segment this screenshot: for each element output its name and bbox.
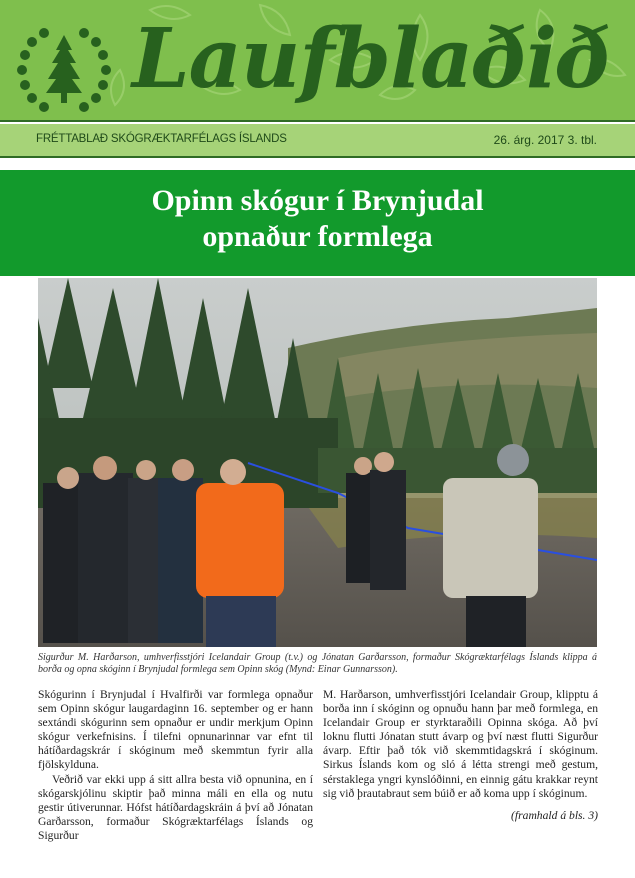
article-column-2 bbox=[323, 688, 598, 823]
forest-ceremony-photo bbox=[38, 278, 597, 647]
headline-line-1: Opinn skógur í Brynjudal bbox=[151, 184, 484, 217]
article-column-1 bbox=[38, 688, 313, 843]
headline-line-2: opnaður formlega bbox=[202, 220, 433, 253]
photo-caption: Sigurður M. Harðarson, umhverfisstjóri Icelandair Group (t.v.) og Jónatan Garðarsson, formaður Skógræktarfélags Íslands klippa á borða og opna skóginn í Brynjudal formlega sem Opinn skóg (Mynd: Einar Gunnarsson). bbox=[38, 652, 597, 675]
article-paragraph-1: Skógurinn í Brynjudal í Hvalfirði var formlega opnaður sem Opinn skógur laugardaginn 16. september og er hann sextándi skógurinn sem opnaður er undir merkjum Opinn skógur verkefnisins. Í tilefni opnunarinnar var efnt til hátíðardagskrár í skóginum með skemmtun fyrir alla fjölskylduna. bbox=[38, 688, 313, 772]
continued-link[interactable]: (framhald á bls. 3) bbox=[511, 808, 598, 822]
publisher-name: FRÉTTABLAÐ SKÓGRÆKTARFÉLAGS ÍSLANDS bbox=[36, 133, 287, 145]
subbar-divider bbox=[0, 156, 635, 158]
masthead-subbar bbox=[0, 124, 635, 156]
tree-wreath-logo bbox=[12, 25, 116, 115]
article-paragraph-2: Veðrið var ekki upp á sitt allra besta við opnunina, en í skógarskjólinu skiptir það minna máli en ella og nutu gestir útiverunnar. Hófst hátíðardagskráin á því að Jónatan Garðarsson, formaður Skógræktarfélags Íslands og Sigurður bbox=[38, 772, 313, 842]
article-headline bbox=[0, 170, 635, 276]
article-paragraph-3: M. Harðarson, umhverfisstjóri Icelandair Group, klipptu á borða inn í skóginn og opnuðu hann þar með formlega, en Icelandair Group er styrktaraðili Opinna skóga. Að því loknu flutti Jónatan stutt ávarp og því næst flutti Sigurður ávarp. Eftir það tók við skemmtidagskrá í skóginum. Sirkus Íslands kom og sló á létta strengi með gestum, sérstaklega yngri kynslóðinni, en einnig gátu krakkar reynt sig við þrautabraut sem búið er að koma upp í skóginum. bbox=[323, 688, 598, 800]
article-photo bbox=[38, 278, 597, 647]
masthead bbox=[0, 0, 635, 120]
masthead-divider bbox=[0, 120, 635, 122]
issue-number: 26. árg. 2017 3. tbl. bbox=[493, 133, 597, 147]
publication-title: Laufblaðið bbox=[132, 11, 610, 107]
